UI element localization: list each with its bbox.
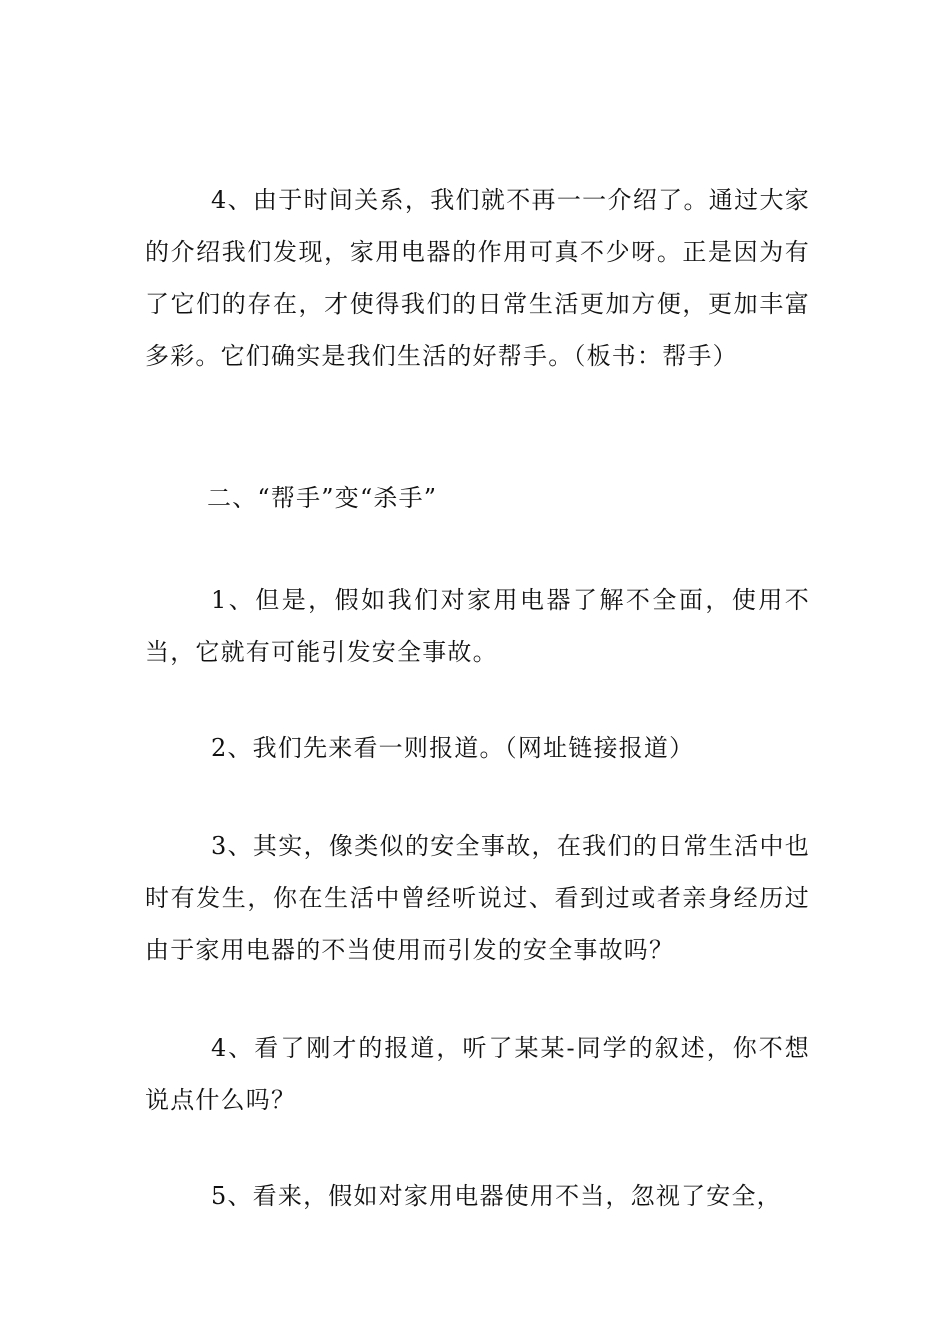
paragraph-safety-accidents: 1、但是，假如我们对家用电器了解不全面，使用不当，它就有可能引发安全事故。 xyxy=(145,586,810,666)
paragraph-helpers-intro: 4、由于时间关系，我们就不再一一介绍了。通过大家的介绍我们发现，家用电器的作用可真不少呀。正是因为有了它们的存在，才使得我们的日常生活更加方便，更加丰富多彩。它们确实是我们生活的好帮手。（板书：帮手） xyxy=(145,186,810,370)
paragraph-conclusion-start: 5、看来，假如对家用电器使用不当，忽视了安全， xyxy=(211,1182,782,1210)
paragraph-student-narrative: 4、看了刚才的报道，听了某某-同学的叙述，你不想说点什么吗？ xyxy=(145,1034,810,1114)
paragraph-daily-life-accidents: 3、其实，像类似的安全事故，在我们的日常生活中也时有发生，你在生活中曾经听说过、看到过或者亲身经历过由于家用电器的不当使用而引发的安全事故吗？ xyxy=(145,832,810,964)
paragraph-news-report: 2、我们先来看一则报道。（网址链接报道） xyxy=(211,734,695,762)
section-heading-helper-to-killer: 二、“帮手”变“杀手” xyxy=(207,484,438,512)
